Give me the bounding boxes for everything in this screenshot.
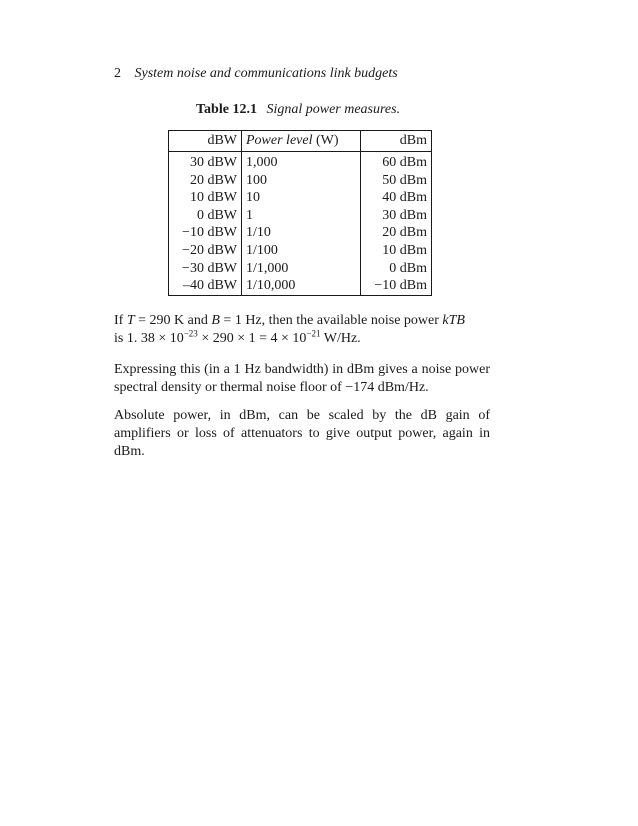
cell-dbm: 10 dBm [382, 242, 427, 258]
header-power-level-label: Power level [246, 133, 313, 148]
signal-power-table [168, 130, 432, 296]
table-row [169, 207, 432, 225]
table-row [169, 189, 432, 207]
cell-watts: 1/10,000 [242, 277, 361, 295]
cell-dbm: 60 dBm [382, 155, 427, 170]
var-b: B [211, 313, 220, 328]
exponent-2: −21 [306, 328, 321, 339]
cell-dbm: 20 dBm [382, 225, 427, 241]
table-header-row [169, 131, 432, 152]
exponent-1: −23 [183, 328, 198, 339]
cell-dbm: 30 dBm [382, 207, 427, 223]
p1-text-6: W/Hz. [320, 331, 361, 346]
header-dbm: dBm [361, 131, 432, 152]
table-row [169, 224, 432, 242]
table-row [169, 172, 432, 190]
p1-text-2: = 290 K and [134, 313, 212, 328]
cell-dbw: 0 dBW [169, 207, 242, 225]
paragraph-noise-power [114, 312, 490, 348]
cell-dbw: −30 dBW [169, 260, 242, 278]
paragraph-noise-floor: Expressing this (in a 1 Hz bandwidth) in dBm gives a noise power spectral density or thermal noise floor of −174 dBm/Hz. [114, 362, 490, 395]
cell-dbw: −20 dBW [169, 242, 242, 260]
cell-dbm: 40 dBm [382, 190, 427, 206]
cell-dbw: 20 dBW [169, 172, 242, 190]
cell-watts: 10 [242, 189, 361, 207]
cell-watts: 1,000 [242, 152, 361, 172]
paragraph-noise-power-line-2 [114, 330, 490, 348]
cell-dbw: –40 dBW [169, 277, 242, 295]
var-ktb: kTB [442, 313, 465, 328]
table-row [169, 242, 432, 260]
cell-dbm: −10 dBm [374, 278, 427, 294]
var-t: T [126, 313, 135, 328]
p1-text-1: If [114, 313, 127, 328]
header-dbw: dBW [169, 131, 242, 152]
cell-watts: 1/1,000 [242, 260, 361, 278]
cell-dbw: 10 dBW [169, 189, 242, 207]
cell-dbw: 30 dBW [169, 152, 242, 172]
cell-watts: 1/10 [242, 224, 361, 242]
table-caption [196, 102, 400, 118]
cell-dbw: −10 dBW [169, 224, 242, 242]
p1-text-3: = 1 Hz, then the available noise power [219, 313, 443, 328]
header-power-level [242, 131, 361, 152]
running-head [114, 66, 398, 82]
table-caption-label: Table 12.1 [196, 102, 257, 117]
table-row [169, 152, 432, 172]
table-row [169, 260, 432, 278]
cell-watts: 1/100 [242, 242, 361, 260]
cell-watts: 100 [242, 172, 361, 190]
p1-text-5: × 290 × 1 = 4 × 10 [197, 331, 307, 346]
table-caption-text: Signal power measures. [266, 102, 401, 117]
page-number: 2 [114, 66, 121, 81]
header-power-level-unit: (W) [315, 133, 339, 148]
paragraph-absolute-power: Absolute power, in dBm, can be scaled by the dB gain of amplifiers or loss of attenuators to give output power, again in dBm. [114, 408, 490, 459]
paragraph-noise-power-line-1 [114, 312, 490, 330]
cell-watts: 1 [242, 207, 361, 225]
p1-text-4: is 1. 38 × 10 [114, 331, 184, 346]
cell-dbm: 0 dBm [389, 260, 427, 276]
running-head-title: System noise and communications link budgets [134, 66, 398, 81]
cell-dbm: 50 dBm [382, 172, 427, 188]
table-row [169, 277, 432, 295]
